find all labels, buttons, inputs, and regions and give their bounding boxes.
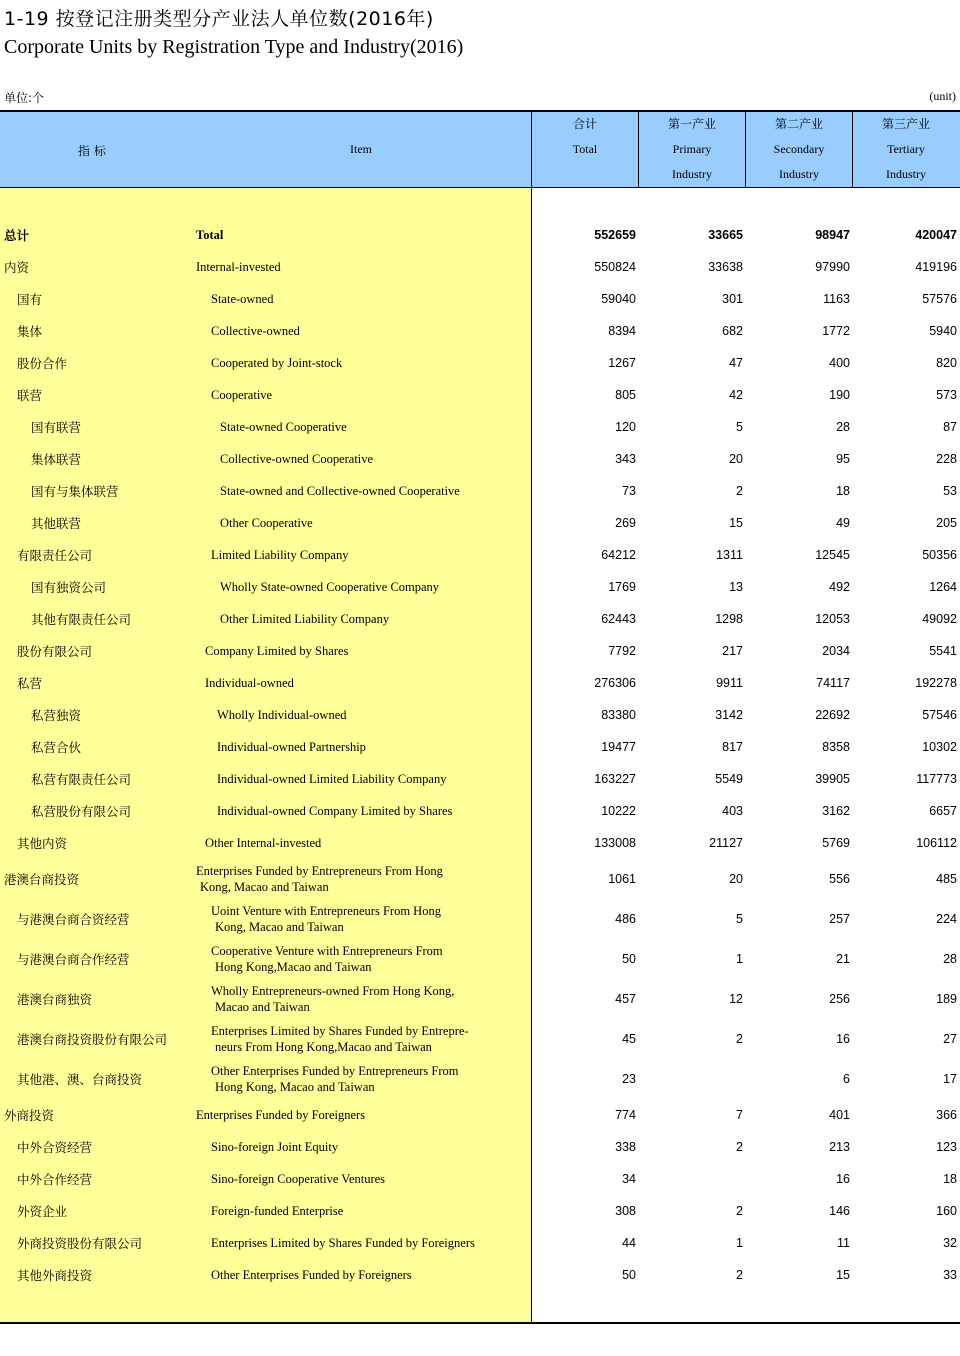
column-header bbox=[853, 112, 959, 187]
row-label-cn: 国有与集体联营 bbox=[31, 484, 119, 499]
cell-value: 5769 bbox=[822, 836, 850, 850]
row-label-en-line1: Cooperative Venture with Entrepreneurs From bbox=[211, 944, 443, 958]
cell-value: 87 bbox=[943, 420, 957, 434]
cell-value: 18 bbox=[943, 1172, 957, 1186]
cell-value: 403 bbox=[722, 804, 743, 818]
cell-value: 6657 bbox=[929, 804, 957, 818]
column-header-en1: Primary bbox=[672, 142, 712, 156]
table-row bbox=[0, 1099, 960, 1131]
row-label-en bbox=[217, 795, 537, 827]
cell-value: 805 bbox=[615, 388, 636, 402]
cell-value: 28 bbox=[943, 952, 957, 966]
row-label-cn: 外商投资 bbox=[4, 1108, 55, 1123]
unit-label-en: (unit) bbox=[929, 89, 956, 103]
row-label-en bbox=[217, 699, 537, 731]
row-label-en bbox=[205, 667, 525, 699]
cell-value: 12545 bbox=[815, 548, 850, 562]
column-header-cn: 合计 bbox=[572, 117, 597, 131]
cell-value: 64212 bbox=[601, 548, 636, 562]
row-label-en-line1: State-owned and Collective-owned Cooperative bbox=[220, 484, 460, 498]
cell-value: 50 bbox=[622, 952, 636, 966]
table-row bbox=[0, 1131, 960, 1163]
page-title-en: Corporate Units by Registration Type and Industry(2016) bbox=[4, 36, 464, 58]
table-row bbox=[0, 443, 960, 475]
cell-value: 12 bbox=[729, 992, 743, 1006]
row-label-cn: 其他内资 bbox=[17, 836, 68, 851]
row-label-en-line1: Other Internal-invested bbox=[205, 836, 322, 850]
cell-value: 5940 bbox=[929, 324, 957, 338]
row-label-en-line1: Other Enterprises Funded by Foreigners bbox=[211, 1268, 412, 1282]
cell-value: 33665 bbox=[708, 228, 743, 242]
cell-value: 21 bbox=[836, 952, 850, 966]
row-label-en bbox=[211, 1131, 531, 1163]
cell-value: 117773 bbox=[916, 772, 957, 786]
row-label-en bbox=[211, 379, 531, 411]
cell-value: 228 bbox=[936, 452, 957, 466]
cell-value: 1298 bbox=[715, 612, 743, 626]
cell-value: 10222 bbox=[601, 804, 636, 818]
cell-value: 7792 bbox=[608, 644, 636, 658]
row-label-en-line1: Other Enterprises Funded by Entrepreneurs From bbox=[211, 1064, 459, 1078]
cell-value: 50356 bbox=[922, 548, 957, 562]
cell-value: 552659 bbox=[594, 228, 636, 242]
table-row bbox=[0, 899, 960, 939]
cell-value: 217 bbox=[722, 644, 743, 658]
row-label-en bbox=[220, 411, 540, 443]
cell-value: 192278 bbox=[915, 676, 957, 690]
row-label-en-line1: Wholly Individual-owned bbox=[217, 708, 347, 722]
cell-value: 21127 bbox=[709, 836, 743, 850]
row-label-en bbox=[211, 1163, 531, 1195]
table-row bbox=[0, 763, 960, 795]
row-label-en-line1: Individual-owned Limited Liability Company bbox=[217, 772, 447, 786]
row-label-cn: 外商投资股份有限公司 bbox=[17, 1236, 143, 1251]
cell-value: 1 bbox=[736, 952, 743, 966]
row-label-en-line1: State-owned bbox=[211, 292, 274, 306]
cell-value: 1264 bbox=[929, 580, 957, 594]
table-row bbox=[0, 379, 960, 411]
cell-value: 39905 bbox=[815, 772, 850, 786]
cell-value: 57576 bbox=[922, 292, 957, 306]
cell-value: 2034 bbox=[822, 644, 850, 658]
row-label-en-line1: Enterprises Limited by Shares Funded by Foreigners bbox=[211, 1236, 475, 1250]
cell-value: 98947 bbox=[815, 228, 850, 242]
row-label-en-line1: Collective-owned bbox=[211, 324, 300, 338]
cell-value: 257 bbox=[829, 912, 850, 926]
cell-value: 28 bbox=[836, 420, 850, 434]
row-label-en-line2: Kong, Macao and Taiwan bbox=[215, 920, 344, 934]
cell-value: 401 bbox=[829, 1108, 850, 1122]
row-label-cn: 与港澳台商合资经营 bbox=[17, 912, 130, 927]
cell-value: 73 bbox=[622, 484, 636, 498]
cell-value: 57546 bbox=[922, 708, 957, 722]
row-label-cn: 国有 bbox=[17, 292, 43, 307]
row-label-en-line1: Enterprises Limited by Shares Funded by Entrepre- bbox=[211, 1024, 469, 1038]
row-label-cn: 集体 bbox=[17, 324, 43, 339]
table-row bbox=[0, 731, 960, 763]
column-header-en2: Industry bbox=[886, 167, 926, 181]
row-label-en-line1: Individual-owned Company Limited by Shares bbox=[217, 804, 453, 818]
cell-value: 17 bbox=[943, 1072, 957, 1086]
row-label-cn: 私营 bbox=[17, 676, 43, 691]
cell-value: 49 bbox=[836, 516, 850, 530]
cell-value: 160 bbox=[936, 1204, 957, 1218]
column-header-cn: 第三产业 bbox=[881, 117, 930, 131]
row-label-cn: 股份合作 bbox=[17, 356, 68, 371]
cell-value: 22692 bbox=[815, 708, 850, 722]
row-label-en-line1: Enterprises Funded by Foreigners bbox=[196, 1108, 366, 1122]
row-label-en-line1: Uoint Venture with Entrepreneurs From Hong bbox=[211, 904, 441, 918]
row-label-en bbox=[220, 603, 540, 635]
cell-value: 11 bbox=[837, 1236, 850, 1250]
row-label-cn: 私营有限责任公司 bbox=[31, 772, 132, 787]
cell-value: 32 bbox=[943, 1236, 957, 1250]
cell-value: 10302 bbox=[922, 740, 957, 754]
column-header bbox=[532, 112, 638, 162]
row-label-en bbox=[211, 1259, 531, 1291]
row-label-cn: 中外合作经营 bbox=[17, 1172, 93, 1187]
row-label-en bbox=[211, 1019, 531, 1059]
cell-value: 2 bbox=[736, 1204, 743, 1218]
table-row bbox=[0, 571, 960, 603]
cell-value: 20 bbox=[729, 872, 743, 886]
table-row bbox=[0, 1259, 960, 1291]
cell-value: 3162 bbox=[822, 804, 850, 818]
cell-value: 1061 bbox=[608, 872, 636, 886]
cell-value: 42 bbox=[729, 388, 743, 402]
cell-value: 256 bbox=[829, 992, 850, 1006]
row-label-en bbox=[211, 347, 531, 379]
cell-value: 308 bbox=[615, 1204, 636, 1218]
row-label-en-line1: Sino-foreign Joint Equity bbox=[211, 1140, 339, 1154]
table-row bbox=[0, 251, 960, 283]
cell-value: 8358 bbox=[822, 740, 850, 754]
column-header-en2: Industry bbox=[672, 167, 712, 181]
table-row bbox=[0, 219, 960, 251]
cell-value: 106112 bbox=[916, 836, 957, 850]
cell-value: 1772 bbox=[822, 324, 850, 338]
row-label-cn: 其他港、澳、台商投资 bbox=[17, 1072, 143, 1087]
row-label-en bbox=[220, 571, 540, 603]
row-label-en-line1: Foreign-funded Enterprise bbox=[211, 1204, 344, 1218]
cell-value: 1 bbox=[736, 1236, 743, 1250]
page-title-cn: 1-19 按登记注册类型分产业法人单位数(2016年) bbox=[4, 8, 434, 30]
cell-value: 97990 bbox=[815, 260, 850, 274]
cell-value: 59040 bbox=[601, 292, 636, 306]
row-label-en bbox=[196, 251, 516, 283]
cell-value: 5 bbox=[736, 912, 743, 926]
row-label-en bbox=[196, 1099, 516, 1131]
cell-value: 301 bbox=[722, 292, 743, 306]
row-label-cn: 股份有限公司 bbox=[17, 644, 93, 659]
row-label-en-line1: Wholly Entrepreneurs-owned From Hong Kong, bbox=[211, 984, 455, 998]
row-label-cn: 与港澳台商合作经营 bbox=[17, 952, 130, 967]
header-item-en: Item bbox=[350, 142, 372, 156]
cell-value: 5549 bbox=[715, 772, 743, 786]
cell-value: 492 bbox=[829, 580, 850, 594]
row-label-en-line2: neurs From Hong Kong,Macao and Taiwan bbox=[215, 1040, 432, 1054]
cell-value: 133008 bbox=[594, 836, 636, 850]
column-header bbox=[746, 112, 852, 187]
table-row bbox=[0, 1163, 960, 1195]
cell-value: 5541 bbox=[929, 644, 957, 658]
cell-value: 817 bbox=[722, 740, 743, 754]
row-label-en-line1: Other Cooperative bbox=[220, 516, 313, 530]
cell-value: 190 bbox=[829, 388, 850, 402]
row-label-en-line1: Wholly State-owned Cooperative Company bbox=[220, 580, 440, 594]
row-label-en-line1: Individual-owned Partnership bbox=[217, 740, 366, 754]
row-label-en bbox=[211, 315, 531, 347]
cell-value: 1267 bbox=[608, 356, 636, 370]
row-label-en-line1: Collective-owned Cooperative bbox=[220, 452, 374, 466]
cell-value: 62443 bbox=[601, 612, 636, 626]
table-row bbox=[0, 939, 960, 979]
table-row bbox=[0, 507, 960, 539]
cell-value: 45 bbox=[622, 1032, 636, 1046]
row-label-en bbox=[211, 1227, 531, 1259]
cell-value: 53 bbox=[943, 484, 957, 498]
column-header-en2: Industry bbox=[779, 167, 819, 181]
table-body bbox=[0, 188, 960, 1291]
cell-value: 485 bbox=[936, 872, 957, 886]
row-label-cn: 有限责任公司 bbox=[17, 548, 93, 563]
row-label-cn: 中外合资经营 bbox=[17, 1140, 93, 1155]
table-row bbox=[0, 979, 960, 1019]
cell-value: 400 bbox=[829, 356, 850, 370]
cell-value: 213 bbox=[829, 1140, 850, 1154]
row-label-en-line2: Hong Kong, Macao and Taiwan bbox=[215, 1080, 375, 1094]
cell-value: 420047 bbox=[915, 228, 957, 242]
cell-value: 16 bbox=[836, 1172, 850, 1186]
table-row bbox=[0, 1019, 960, 1059]
cell-value: 95 bbox=[836, 452, 850, 466]
table-row bbox=[0, 1227, 960, 1259]
cell-value: 120 bbox=[615, 420, 636, 434]
row-label-en-line2: Hong Kong,Macao and Taiwan bbox=[215, 960, 372, 974]
cell-value: 33638 bbox=[708, 260, 743, 274]
cell-value: 8394 bbox=[608, 324, 636, 338]
row-label-cn: 集体联营 bbox=[31, 452, 82, 467]
cell-value: 3142 bbox=[715, 708, 743, 722]
table-row bbox=[0, 475, 960, 507]
row-label-en bbox=[211, 939, 531, 979]
column-header-en1: Tertiary bbox=[887, 142, 925, 156]
row-label-en-line1: State-owned Cooperative bbox=[220, 420, 347, 434]
cell-value: 27 bbox=[943, 1032, 957, 1046]
table-row bbox=[0, 667, 960, 699]
spacer-row bbox=[0, 188, 960, 219]
cell-value: 44 bbox=[622, 1236, 636, 1250]
table-row bbox=[0, 635, 960, 667]
row-label-cn: 内资 bbox=[4, 260, 30, 275]
row-label-en bbox=[217, 763, 537, 795]
cell-value: 13 bbox=[729, 580, 743, 594]
table-row bbox=[0, 1195, 960, 1227]
cell-value: 5 bbox=[736, 420, 743, 434]
cell-value: 2 bbox=[736, 1140, 743, 1154]
row-label-en-line1: Internal-invested bbox=[196, 260, 281, 274]
row-label-en-line1: Sino-foreign Cooperative Ventures bbox=[211, 1172, 386, 1186]
table-row bbox=[0, 859, 960, 899]
row-label-en bbox=[205, 635, 525, 667]
cell-value: 15 bbox=[729, 516, 743, 530]
table-row bbox=[0, 1059, 960, 1099]
row-label-cn: 国有联营 bbox=[31, 420, 82, 435]
cell-value: 49092 bbox=[922, 612, 957, 626]
column-header-en1: Secondary bbox=[773, 142, 825, 156]
cell-value: 74117 bbox=[816, 676, 850, 690]
cell-value: 1311 bbox=[716, 548, 743, 562]
row-label-cn: 港澳台商投资股份有限公司 bbox=[17, 1032, 168, 1047]
cell-value: 50 bbox=[622, 1268, 636, 1282]
cell-value: 33 bbox=[943, 1268, 957, 1282]
cell-value: 1769 bbox=[608, 580, 636, 594]
cell-value: 15 bbox=[836, 1268, 850, 1282]
cell-value: 83380 bbox=[601, 708, 636, 722]
row-label-cn: 总计 bbox=[4, 228, 30, 243]
table-row bbox=[0, 827, 960, 859]
cell-value: 16 bbox=[836, 1032, 850, 1046]
cell-value: 2 bbox=[736, 484, 743, 498]
cell-value: 682 bbox=[722, 324, 743, 338]
row-label-en bbox=[205, 827, 525, 859]
cell-value: 18 bbox=[836, 484, 850, 498]
row-label-en bbox=[220, 507, 540, 539]
row-label-en-line1: Limited Liability Company bbox=[211, 548, 349, 562]
row-label-en-line1: Cooperated by Joint-stock bbox=[211, 356, 343, 370]
cell-value: 820 bbox=[936, 356, 957, 370]
table-row bbox=[0, 347, 960, 379]
cell-value: 9911 bbox=[716, 676, 743, 690]
cell-value: 146 bbox=[829, 1204, 850, 1218]
cell-value: 34 bbox=[622, 1172, 636, 1186]
cell-value: 163227 bbox=[594, 772, 636, 786]
column-header-cn: 第一产业 bbox=[667, 117, 716, 131]
row-label-cn: 港澳台商独资 bbox=[17, 992, 93, 1007]
unit-label-cn: 单位:个 bbox=[4, 91, 45, 105]
header-item-cn: 指 标 bbox=[78, 144, 106, 158]
row-label-cn: 其他联营 bbox=[31, 516, 82, 531]
row-label-en-line1: Enterprises Funded by Entrepreneurs From Hong bbox=[196, 864, 443, 878]
cell-value: 338 bbox=[615, 1140, 636, 1154]
row-label-cn: 私营股份有限公司 bbox=[31, 804, 132, 819]
cell-value: 366 bbox=[936, 1108, 957, 1122]
row-label-en bbox=[211, 979, 531, 1019]
row-label-en bbox=[211, 899, 531, 939]
column-header-en1: Total bbox=[572, 142, 598, 156]
row-label-en bbox=[196, 859, 516, 899]
column-header-cn: 第二产业 bbox=[774, 117, 823, 131]
row-label-en-line1: Total bbox=[196, 228, 224, 242]
cell-value: 774 bbox=[615, 1108, 636, 1122]
row-label-cn: 国有独资公司 bbox=[31, 580, 107, 595]
cell-value: 276306 bbox=[594, 676, 636, 690]
row-label-en-line2: Kong, Macao and Taiwan bbox=[200, 880, 329, 894]
table-row bbox=[0, 699, 960, 731]
cell-value: 205 bbox=[936, 516, 957, 530]
cell-value: 19477 bbox=[601, 740, 636, 754]
row-label-en bbox=[211, 283, 531, 315]
table-row bbox=[0, 411, 960, 443]
cell-value: 573 bbox=[936, 388, 957, 402]
cell-value: 486 bbox=[615, 912, 636, 926]
row-label-en bbox=[217, 731, 537, 763]
row-label-en-line1: Other Limited Liability Company bbox=[220, 612, 390, 626]
row-label-en bbox=[220, 443, 540, 475]
row-label-cn: 其他外商投资 bbox=[17, 1268, 93, 1283]
cell-value: 20 bbox=[729, 452, 743, 466]
row-label-cn: 私营合伙 bbox=[31, 740, 82, 755]
cell-value: 269 bbox=[615, 516, 636, 530]
table-row bbox=[0, 795, 960, 827]
row-label-en-line1: Cooperative bbox=[211, 388, 273, 402]
row-label-en bbox=[220, 475, 540, 507]
row-label-en bbox=[211, 1059, 531, 1099]
row-label-cn: 港澳台商投资 bbox=[4, 872, 80, 887]
cell-value: 12053 bbox=[815, 612, 850, 626]
row-label-cn: 联营 bbox=[17, 388, 43, 403]
cell-value: 343 bbox=[615, 452, 636, 466]
table-row bbox=[0, 603, 960, 635]
cell-value: 6 bbox=[843, 1072, 850, 1086]
cell-value: 189 bbox=[936, 992, 957, 1006]
row-label-en bbox=[211, 1195, 531, 1227]
row-label-en bbox=[211, 539, 531, 571]
row-label-en-line1: Company Limited by Shares bbox=[205, 644, 349, 658]
row-label-cn: 其他有限责任公司 bbox=[31, 612, 132, 627]
cell-value: 7 bbox=[736, 1108, 743, 1122]
row-label-en-line2: Macao and Taiwan bbox=[215, 1000, 310, 1014]
cell-value bbox=[639, 1163, 743, 1195]
row-label-cn: 私营独资 bbox=[31, 708, 82, 723]
table-row bbox=[0, 283, 960, 315]
cell-value: 47 bbox=[729, 356, 743, 370]
cell-value: 123 bbox=[936, 1140, 957, 1154]
cell-value: 224 bbox=[936, 912, 957, 926]
cell-value: 457 bbox=[615, 992, 636, 1006]
cell-value: 2 bbox=[736, 1032, 743, 1046]
table-row bbox=[0, 315, 960, 347]
cell-value: 419196 bbox=[915, 260, 957, 274]
cell-value bbox=[639, 1059, 743, 1099]
row-label-en bbox=[196, 219, 516, 251]
cell-value: 23 bbox=[622, 1072, 636, 1086]
cell-value: 2 bbox=[736, 1268, 743, 1282]
row-label-en-line1: Individual-owned bbox=[205, 676, 294, 690]
cell-value: 556 bbox=[829, 872, 850, 886]
cell-value: 550824 bbox=[594, 260, 636, 274]
table-row bbox=[0, 539, 960, 571]
row-label-cn: 外资企业 bbox=[17, 1204, 68, 1219]
cell-value: 1163 bbox=[823, 292, 850, 306]
table-bottom-rule bbox=[0, 1322, 960, 1324]
column-header bbox=[639, 112, 745, 187]
